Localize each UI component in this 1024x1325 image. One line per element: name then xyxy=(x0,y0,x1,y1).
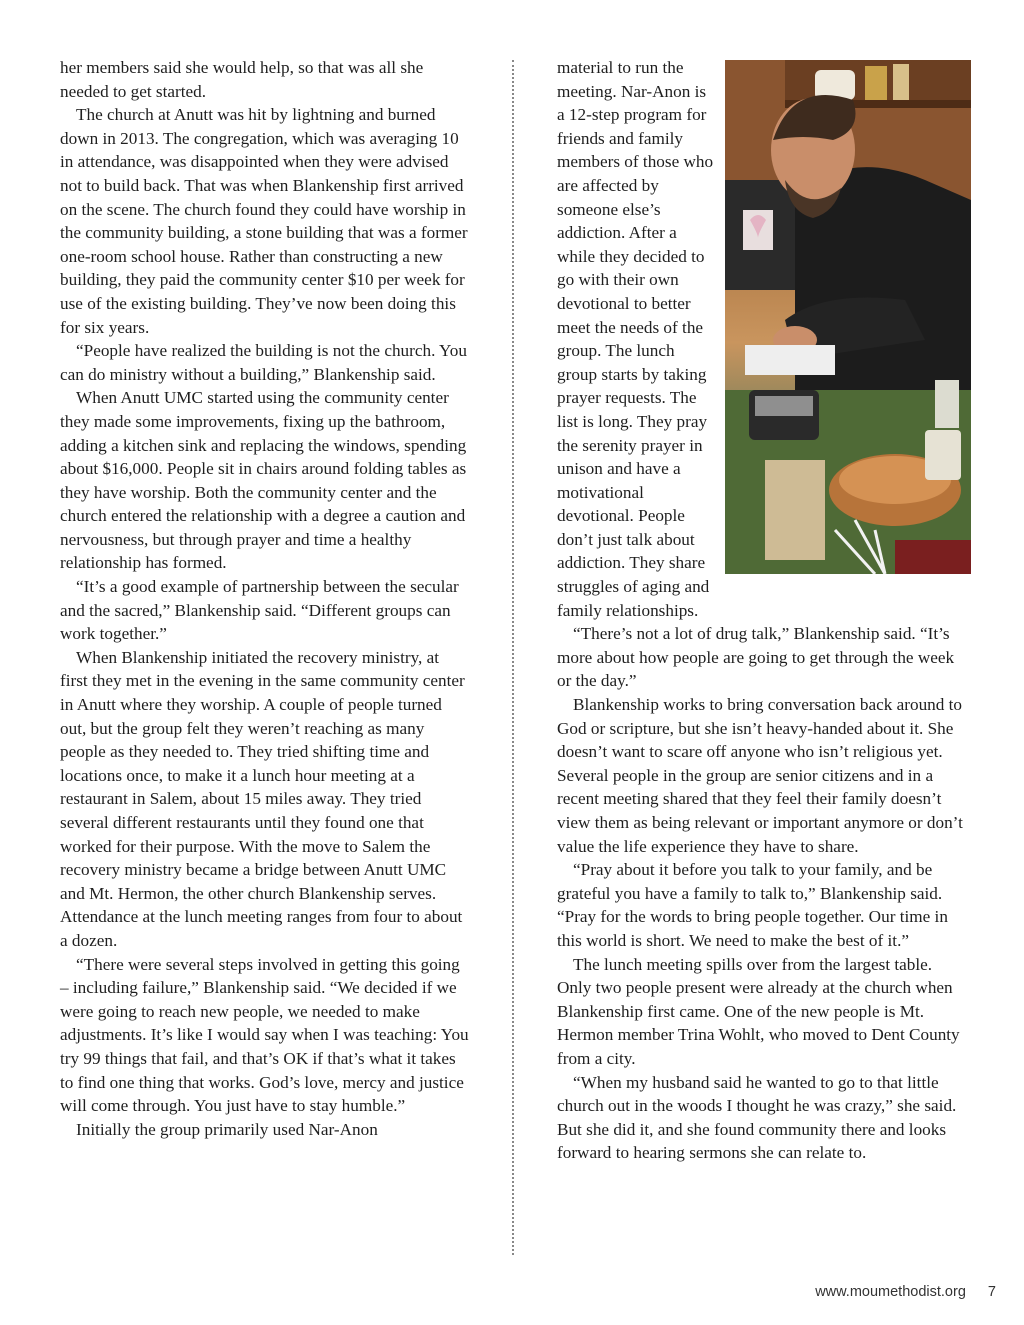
article-paragraph: The church at Anutt was hit by lightning and burned down in 2013. The congregation, which was averaging 10 in attendance, was disappointed when they were advised not to build back. That was when Blankenship first arrived on the scene. The church found they could have worship in the community building, a stone building that was a former one-room school house. Rather than constructing a new building, they paid the community center $10 per week for use of the existing building. They’ve now been doing this for six years. xyxy=(60,105,468,337)
column-divider xyxy=(512,60,514,1255)
article-paragraph: Initially the group primarily used Nar-Anon xyxy=(76,1119,378,1139)
article-paragraph: When Anutt UMC started using the community center they made some improvements, fixing up the bathroom, adding a kitchen sink and replacing the windows, spending about $16,000. People sit in chairs around folding tables as they have worship. Both the community center and the church entered the relationship with a degree a caution and nervousness, but through prayer and time a healthy relationship has formed. xyxy=(60,388,467,573)
page-footer xyxy=(815,1284,996,1300)
left-column xyxy=(60,56,470,1141)
article-paragraph: Blankenship works to bring conversation back around to God or scripture, but she isn’t heavy-handed about it. She doesn’t want to scare off anyone who isn’t religious yet. Several people in the group are senior citizens and in a recent meeting shared that they feel their family doesn’t view them as being relevant or important anymore or don’t value the life experience they have to share. xyxy=(557,695,963,856)
article-paragraph: When Blankenship initiated the recovery ministry, at first they met in the evening in the same community center in Anutt where they worship. A couple of people turned out, but the group felt they weren’t reaching as many people as they needed to. They tried shifting time and locations once, to make it a lunch hour meeting at a restaurant in Salem, about 15 miles away. They tried several different restaurants until they found one that worked for their purpose. With the move to Salem the recovery ministry became a bridge between Anutt UMC and Mt. Hermon, the other church Blankenship serves. Attendance at the lunch meeting ranges from four to about a dozen. xyxy=(60,647,465,950)
right-column xyxy=(557,56,967,1165)
article-paragraph: “When my husband said he wanted to go to that little church out in the woods I thought he was crazy,” she said. But she did it, and she found community there and looks forward to hearing sermons she can relate to. xyxy=(557,1072,957,1163)
article-paragraph: “People have realized the building is not the church. You can do ministry without a building,” Blankenship said. xyxy=(60,341,467,384)
article-paragraph: The lunch meeting spills over from the largest table. Only two people present were already at the church when Blankenship first came. One of the new people is Mt. Hermon member Trina Wohlt, who moved to Dent County from a city. xyxy=(557,954,960,1068)
article-photo xyxy=(725,60,971,574)
article-paragraph: “There were several steps involved in getting this going – including failure,” Blankenship said. “We decided if we were going to reach new people, we needed to make adjustments. It’s like I would say when I was teaching: You try 99 things that fail, and that’s OK if that’s what it takes to find one thing that works. God’s love, mercy and justice will come through. You just have to stay humble.” xyxy=(60,954,469,1116)
article-paragraph: material to run the meeting. Nar-Anon is a 12-step program for friends and family members of those who are affected by someone else’s addiction. After a while they decided to go with their own devotional to better meet the needs of the group. The lunch group starts by taking prayer requests. The list is long. They pray the serenity prayer in unison and have a motivational devotional. People don’t just talk about addiction. They share struggles of aging and family relationships. xyxy=(557,58,714,620)
article-paragraph: her members said she would help, so that was all she needed to get started. xyxy=(60,58,424,101)
page-number: 7 xyxy=(987,1284,996,1300)
article-paragraph: “It’s a good example of partnership between the secular and the sacred,” Blankenship said. “Different groups can work together.” xyxy=(60,577,459,644)
website-url: www.moumethodist.org xyxy=(815,1284,966,1300)
article-paragraph: “Pray about it before you talk to your family, and be grateful you have a family to talk to,” Blankenship said. “Pray for the words to bring people together. Our time in this world is short. We need to make the best of it.” xyxy=(557,860,948,950)
article-paragraph: “There’s not a lot of drug talk,” Blankenship said. “It’s more about how people are going to get through the week or the day.” xyxy=(557,624,955,691)
